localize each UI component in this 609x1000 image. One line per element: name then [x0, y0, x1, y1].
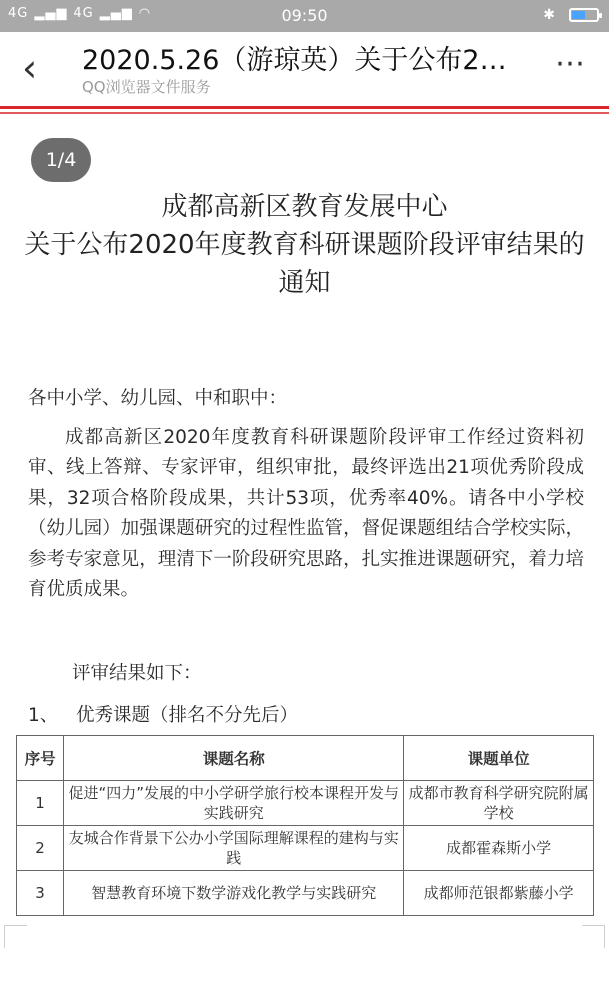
title-bar [0, 32, 609, 104]
table-header-row [17, 736, 594, 781]
source-label: QQ浏览器文件服务 [82, 78, 211, 96]
row-topic: 促进“四力”发展的中小学研学旅行校本课程开发与实践研究 [64, 781, 404, 826]
row-unit: 成都市教育科学研究院附属学校 [404, 781, 594, 826]
battery-level [572, 11, 585, 19]
table-row [17, 781, 594, 826]
signal-1-label: 4G [8, 6, 29, 21]
section-title: 优秀课题（排名不分先后） [76, 705, 299, 726]
divider-line [0, 112, 609, 114]
row-topic: 智慧教育环境下数学游戏化教学与实践研究 [64, 871, 404, 916]
signal-bars-icon: ▂▄▆ [34, 6, 68, 21]
section-heading [28, 701, 584, 731]
row-index: 2 [17, 826, 64, 871]
salutation: 各中小学、幼儿园、中和职中： [28, 388, 288, 409]
results-table [16, 735, 594, 916]
battery-icon [569, 8, 599, 22]
document-title: 2020.5.26（游琼英）关于公布2… [82, 45, 507, 76]
result-intro: 评审结果如下： [72, 663, 202, 684]
back-arrow-icon[interactable]: ‹ [22, 46, 38, 90]
wifi-icon: ◠ [138, 6, 152, 21]
doc-heading-line1: 成都高新区教育发展中心 [161, 192, 448, 222]
page-corner-mark [4, 925, 27, 948]
bluetooth-icon: ✱ [543, 7, 555, 23]
doc-heading-line2: 关于公布2020年度教育科研课题阶段评审结果的通知 [24, 230, 585, 298]
row-index: 3 [17, 871, 64, 916]
status-bar [0, 0, 609, 32]
signal-2-label: 4G [73, 6, 94, 21]
body-paragraph: 成都高新区2020年度教育科研课题阶段评审工作经过资料初审、线上答辩、专家评审，组织审批，最终评选出21项优秀阶段成果，32项合格阶段成果，共计53项，优秀率40%。请各中小学校（幼儿园）加强课题研究的过程性监管，督促课题组结合学校实际，参考专家意见，理清下一阶段研究思路，扎实推进课题研究，着力培育优质成果。 [28, 427, 584, 601]
row-index: 1 [17, 781, 64, 826]
header-index: 序号 [17, 736, 64, 781]
table-row [17, 826, 594, 871]
page-corner-mark [582, 925, 605, 948]
doc-heading [20, 188, 589, 302]
more-menu-icon[interactable]: ⋯ [555, 46, 587, 81]
section-number: 1、 [28, 705, 59, 726]
row-unit: 成都霍森斯小学 [404, 826, 594, 871]
header-topic: 课题名称 [64, 736, 404, 781]
row-topic: 友城合作背景下公办小学国际理解课程的建构与实践 [64, 826, 404, 871]
page-indicator: 1/4 [31, 138, 91, 182]
header-unit: 课题单位 [404, 736, 594, 781]
clock: 09:50 [281, 6, 328, 25]
signal-bars-icon: ▂▄▆ [99, 6, 133, 21]
divider-line [0, 106, 609, 109]
row-unit: 成都师范银都紫藤小学 [404, 871, 594, 916]
table-row [17, 871, 594, 916]
